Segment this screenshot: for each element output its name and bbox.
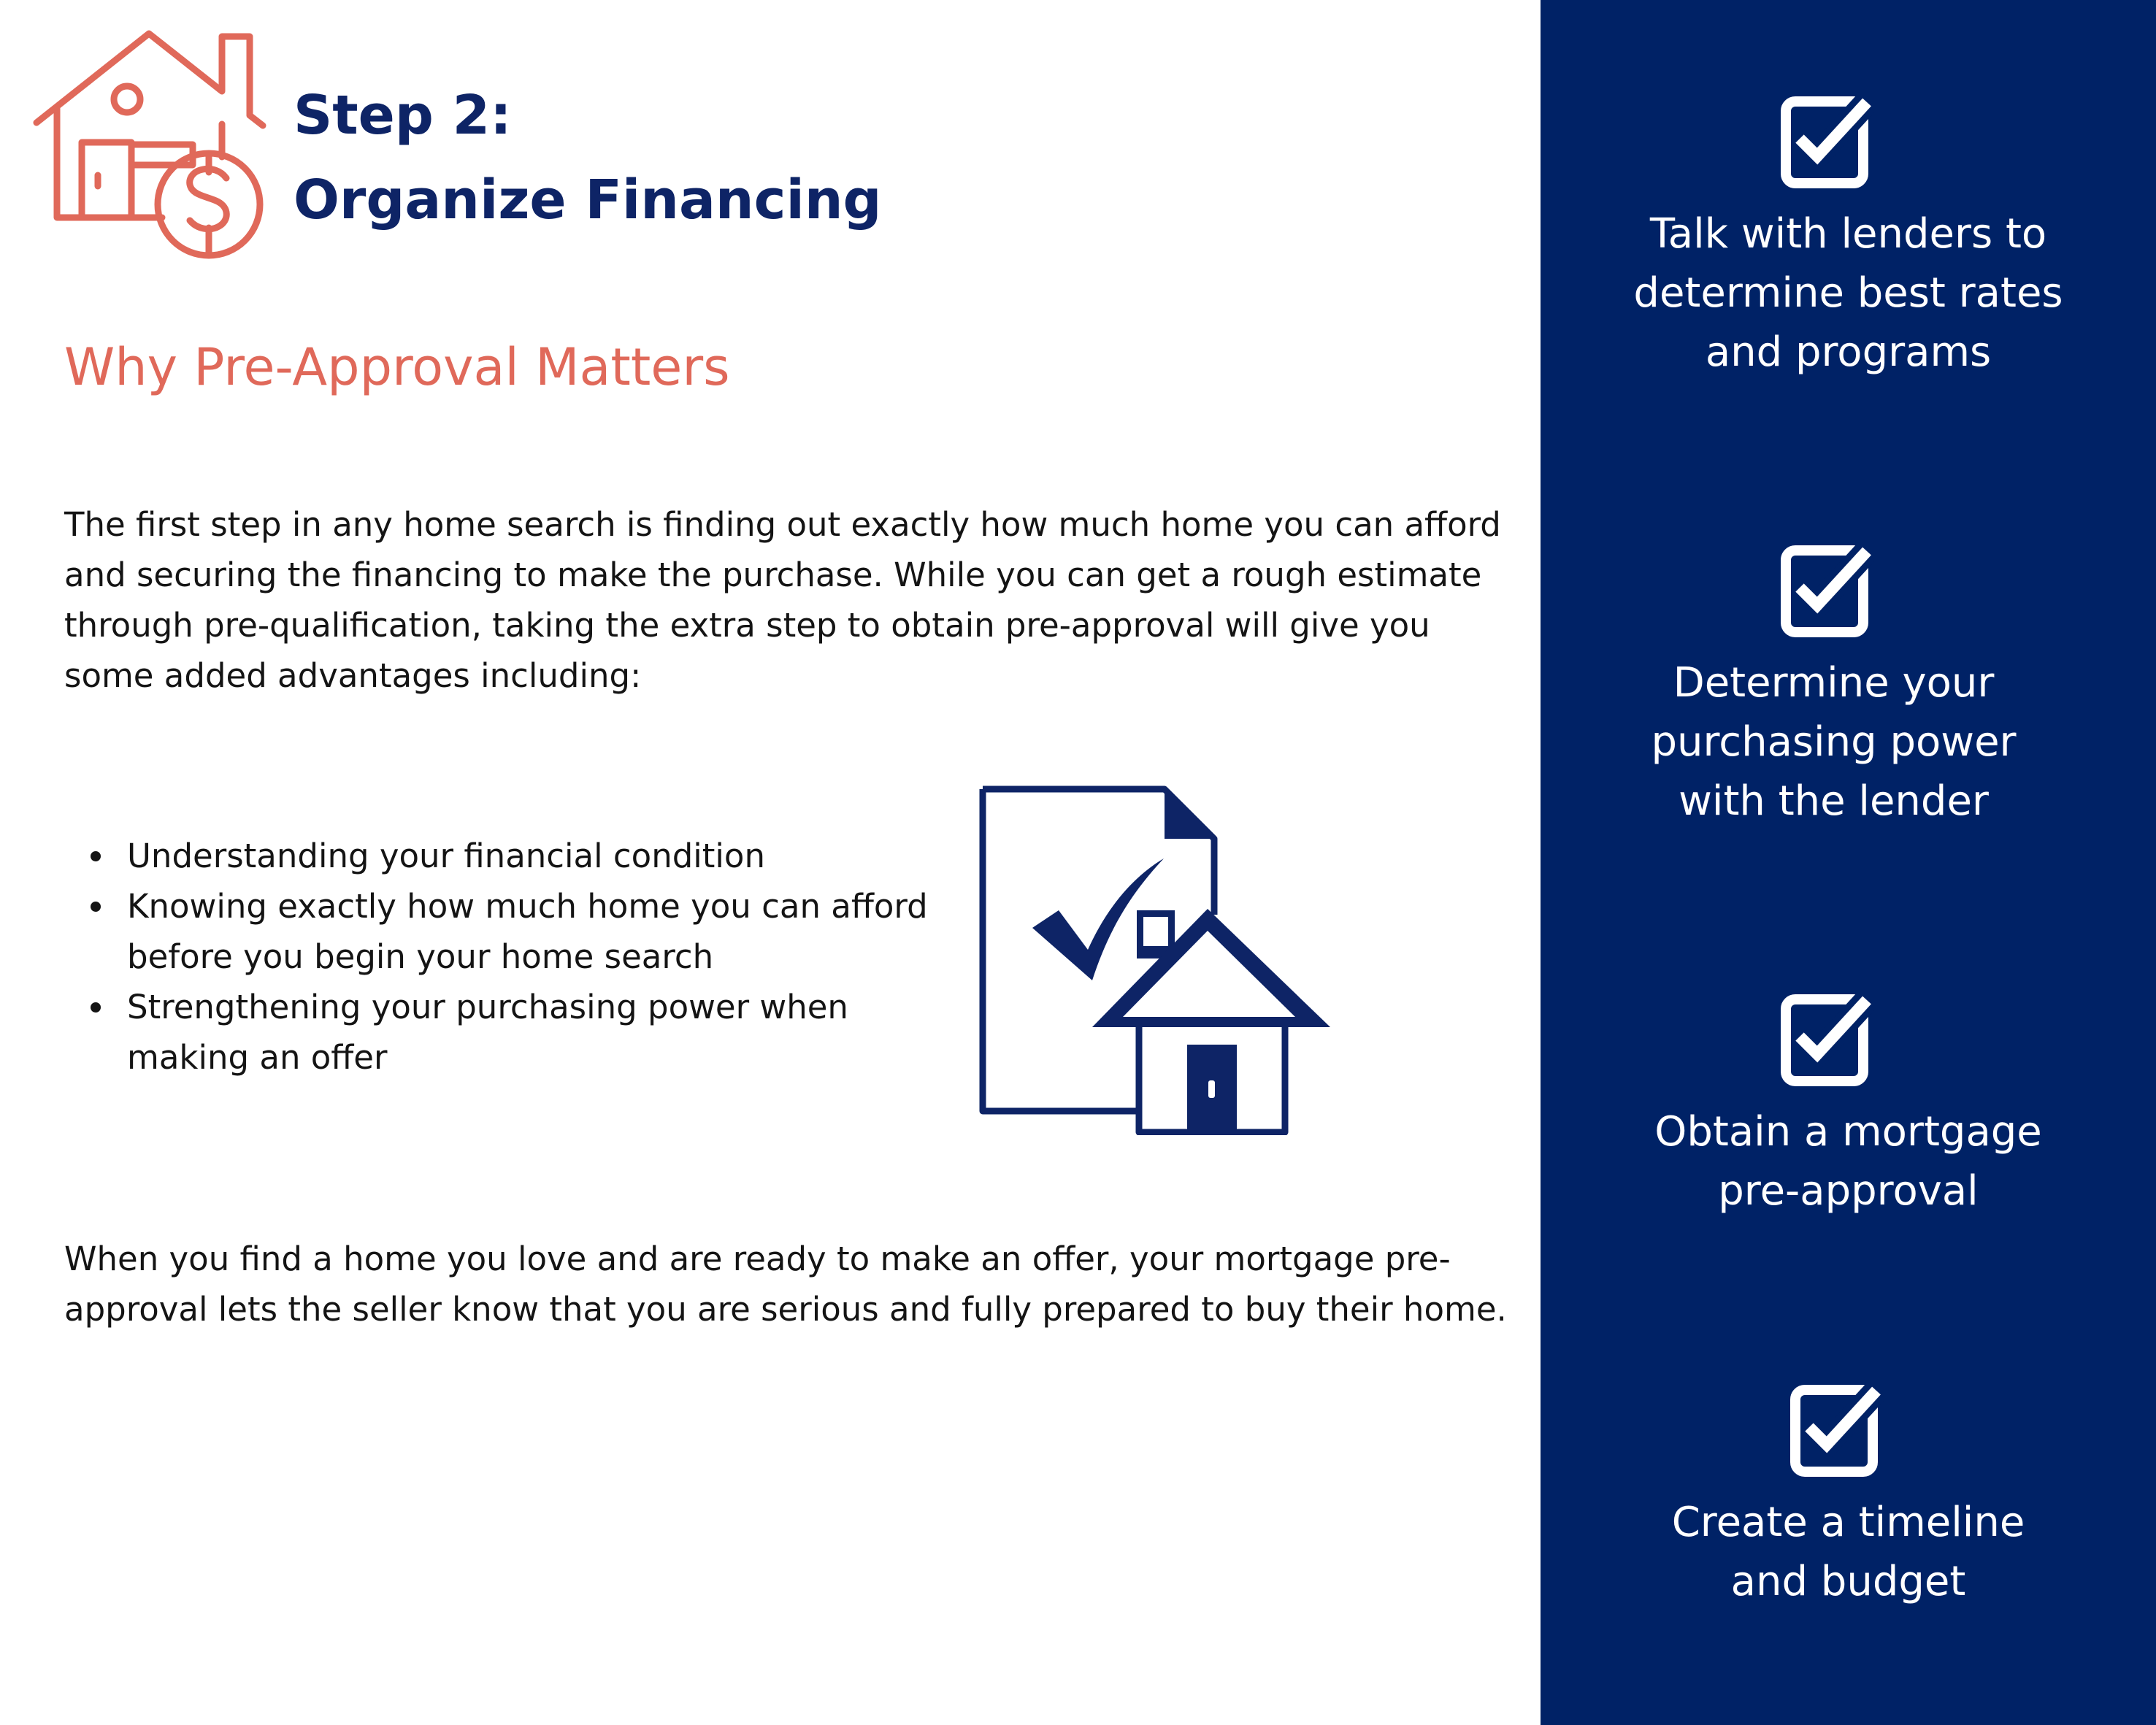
list-item xyxy=(64,982,955,1083)
list-item-text: Strengthening your purchasing power when making an offer xyxy=(127,988,848,1077)
bullet-icon xyxy=(91,902,101,912)
checklist-line: Talk with lenders to xyxy=(1649,210,2047,258)
checklist-line: Create a timeline xyxy=(1671,1499,2025,1546)
bullet-icon xyxy=(91,851,101,861)
checklist-line: with the lender xyxy=(1679,777,1989,825)
checkbox-icon xyxy=(1789,1383,1884,1478)
intro-paragraph: The first step in any home search is finding out exactly how much home you can afford and securing the financing to make the purchase. While you can get a rough estimate through pre-qualification, taking the extra step to obtain pre-approval will give you some added advantages including: xyxy=(64,505,1501,695)
checkbox-icon xyxy=(1779,544,1874,639)
page-title xyxy=(294,73,881,242)
checklist-item-label xyxy=(1541,1493,2156,1611)
checklist-line: and programs xyxy=(1705,329,1992,376)
list-item xyxy=(64,831,955,881)
bullet-icon xyxy=(91,1002,101,1013)
checklist-line: purchasing power xyxy=(1651,718,2017,766)
title-line-2: Organize Financing xyxy=(294,169,882,231)
checkbox-icon xyxy=(1779,95,1874,190)
checklist-line: determine best rates xyxy=(1633,269,2063,317)
document-house-check-icon xyxy=(977,785,1335,1135)
checklist-item-label xyxy=(1541,1102,2156,1221)
title-line-1: Step 2: xyxy=(294,84,512,147)
list-item xyxy=(64,881,955,982)
section-heading: Why Pre-Approval Matters xyxy=(64,337,730,397)
list-item-text: Knowing exactly how much home you can afford before you begin your home search xyxy=(127,887,928,976)
checklist-line: Determine your xyxy=(1673,659,1995,707)
house-dollar-icon xyxy=(31,29,268,263)
checklist-item-label xyxy=(1526,653,2141,831)
advantages-list xyxy=(64,831,955,1083)
checklist-panel xyxy=(1541,0,2156,1725)
list-item-text: Understanding your financial condition xyxy=(127,837,765,875)
checklist-line: and budget xyxy=(1730,1558,1966,1605)
checklist-line: Obtain a mortgage xyxy=(1654,1108,2042,1156)
closing-paragraph: When you find a home you love and are ready to make an offer, your mortgage pre-approval lets the seller know that you are serious and fully prepared to buy their home. xyxy=(64,1240,1507,1329)
checkbox-icon xyxy=(1779,993,1874,1088)
checklist-item-label xyxy=(1541,204,2156,382)
checklist-line: pre-approval xyxy=(1718,1167,1979,1215)
